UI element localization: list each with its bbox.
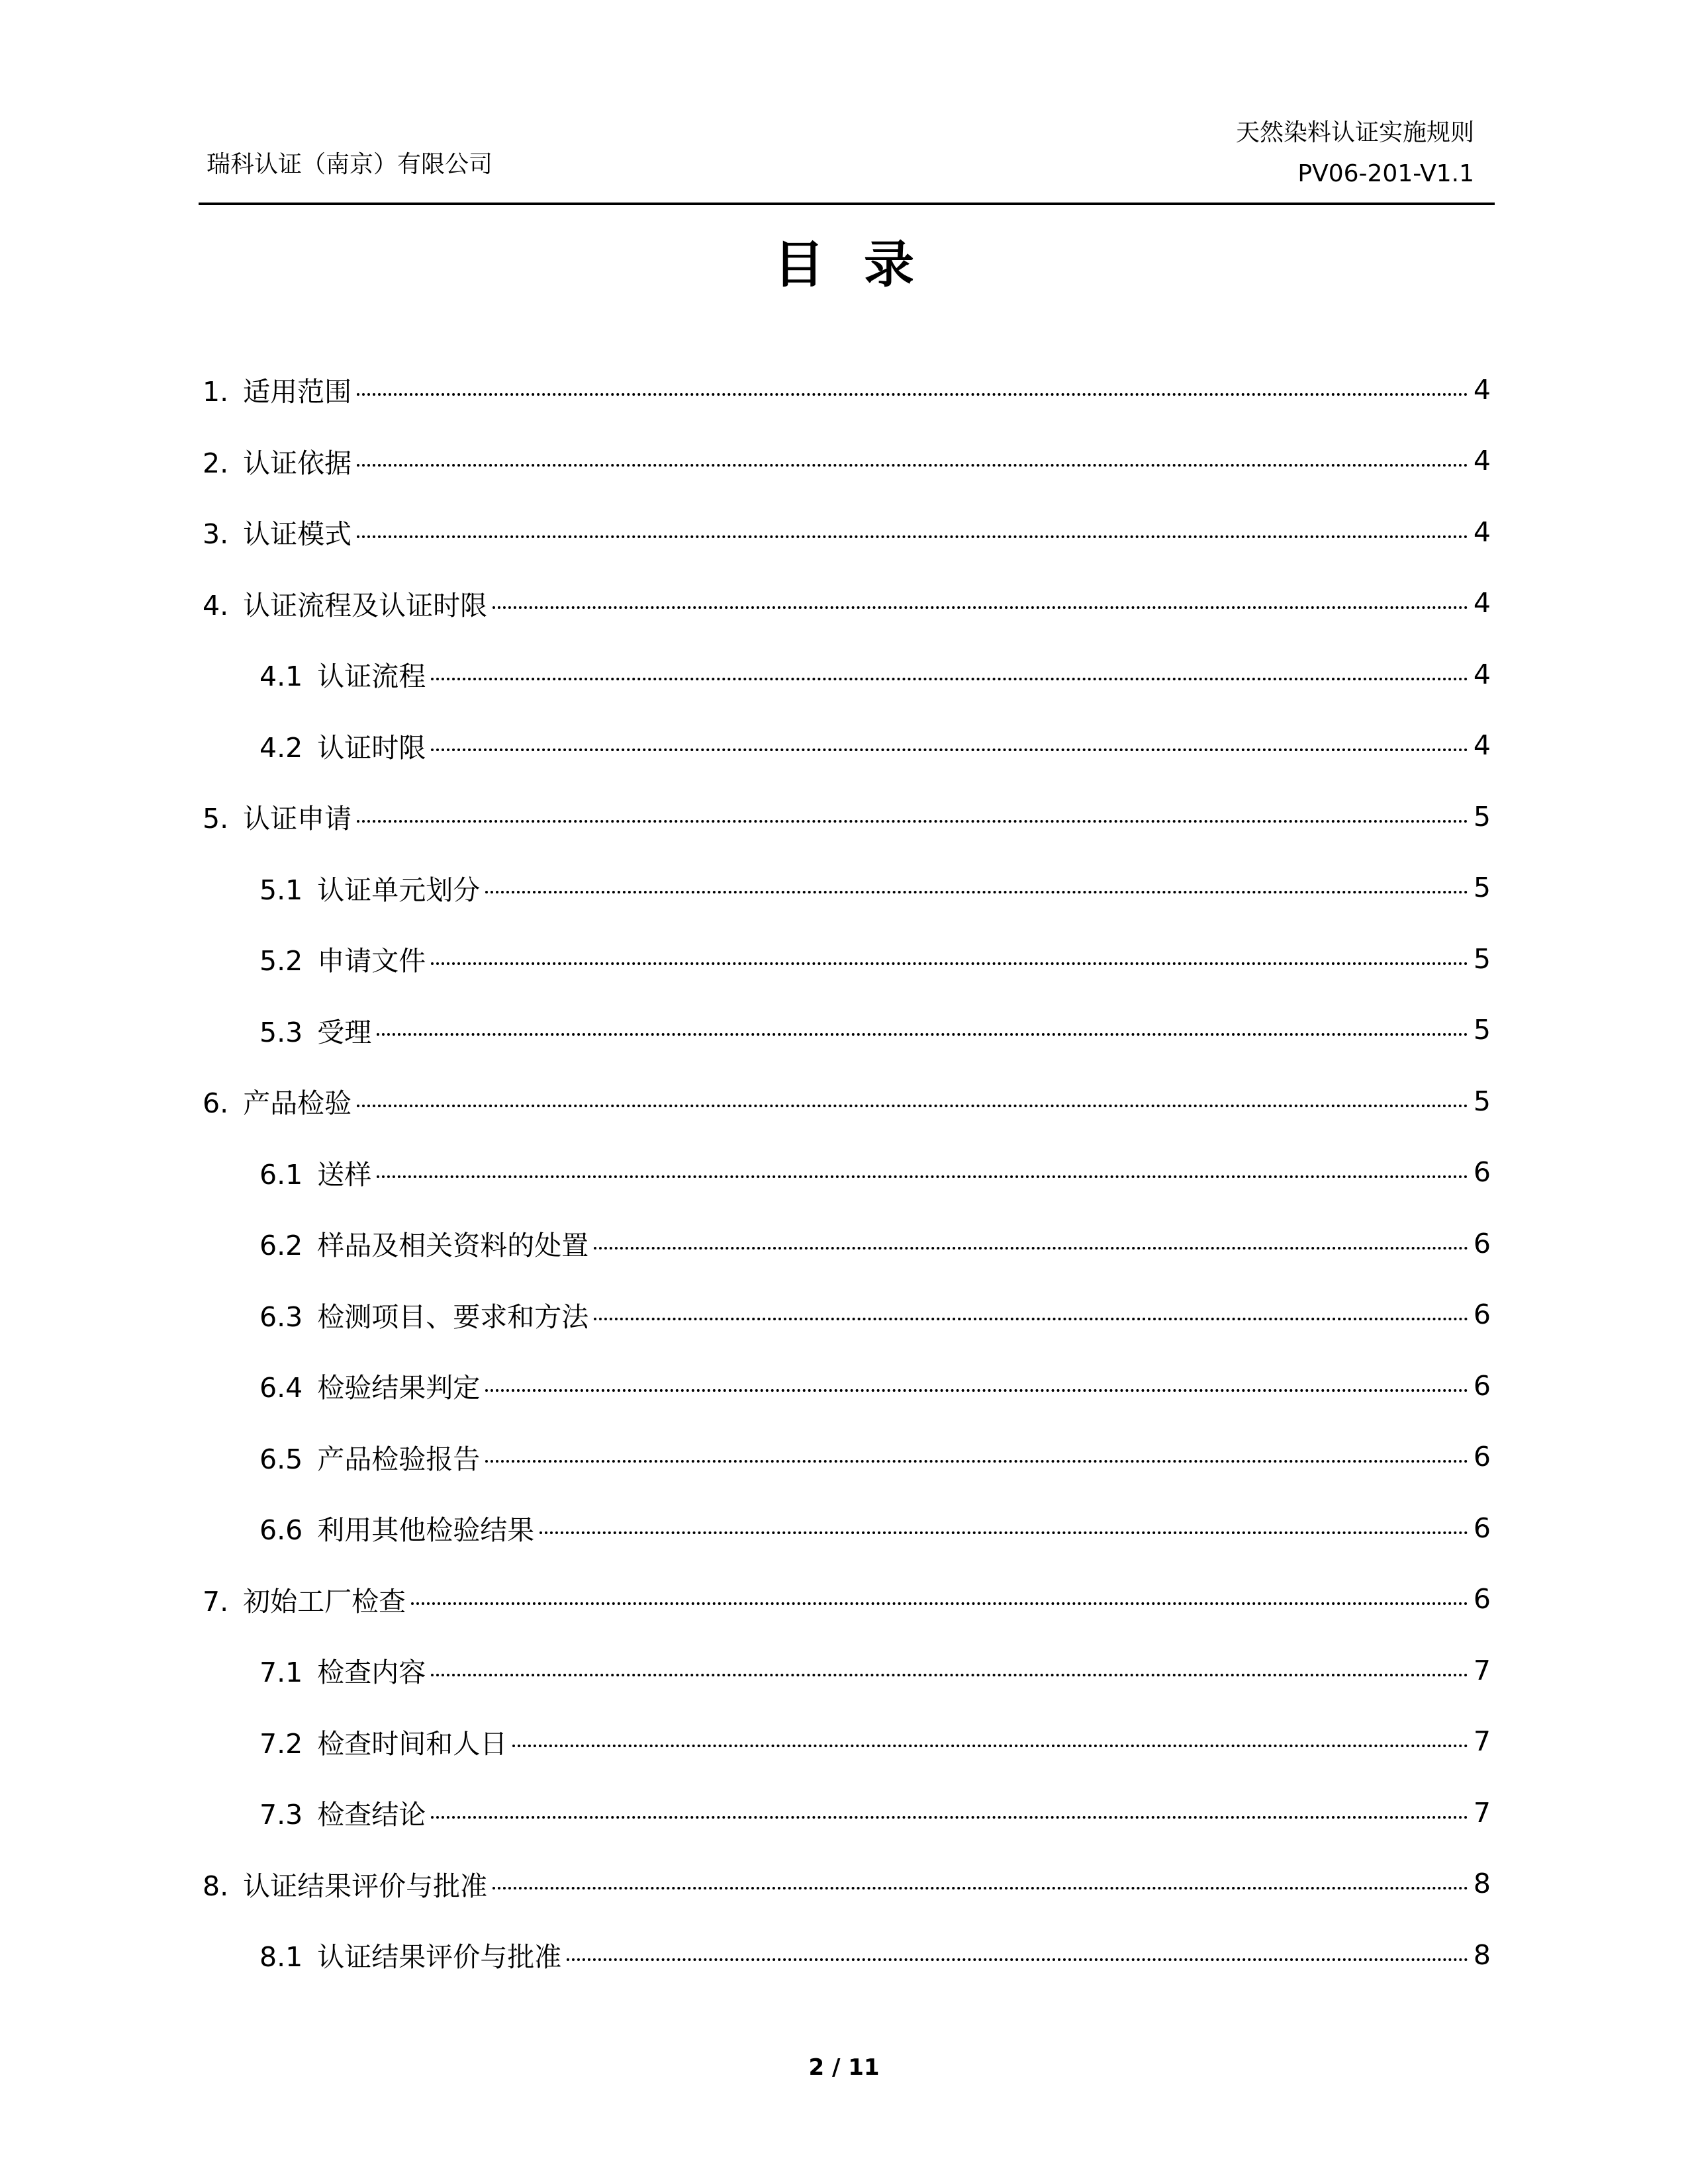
toc-dot-leader bbox=[357, 464, 1468, 467]
toc-entry-text: 送样 bbox=[317, 1158, 372, 1191]
toc-entry-label bbox=[259, 1793, 426, 1832]
toc-entry-number: 3. bbox=[203, 518, 229, 551]
toc-entry-page: 4 bbox=[1473, 587, 1491, 619]
toc-entry-label bbox=[259, 1722, 507, 1761]
toc-entry[interactable] bbox=[203, 1422, 1491, 1493]
toc-entry-number: 7.1 bbox=[259, 1657, 303, 1689]
toc-entry-label bbox=[203, 512, 352, 551]
toc-entry-text: 认证结果评价与批准 bbox=[243, 1870, 488, 1902]
toc-entry-page: 5 bbox=[1473, 1085, 1491, 1117]
toc-dot-leader bbox=[594, 1318, 1468, 1320]
toc-entry[interactable] bbox=[203, 995, 1491, 1066]
toc-entry-page: 5 bbox=[1473, 1014, 1491, 1046]
company-name: 瑞科认证（南京）有限公司 bbox=[207, 151, 493, 178]
toc-dot-leader bbox=[539, 1531, 1468, 1534]
toc-entry-number: 4.1 bbox=[259, 660, 303, 693]
toc-entry-text: 认证依据 bbox=[243, 447, 352, 479]
toc-entry-number: 6.6 bbox=[259, 1514, 303, 1547]
toc-entry-number: 6. bbox=[203, 1087, 229, 1120]
toc-entry[interactable] bbox=[203, 710, 1491, 782]
toc-entry-text: 利用其他检验结果 bbox=[317, 1514, 535, 1547]
toc-entry-page: 6 bbox=[1473, 1512, 1491, 1544]
toc-dot-leader bbox=[431, 678, 1468, 680]
toc-entry-label bbox=[259, 1366, 480, 1405]
toc-entry-number: 7.2 bbox=[259, 1727, 303, 1760]
toc-entry-text: 认证结果评价与批准 bbox=[317, 1941, 562, 1974]
toc-entry[interactable] bbox=[203, 1919, 1491, 1991]
toc-entry[interactable] bbox=[203, 1777, 1491, 1848]
toc-entry-text: 检查结论 bbox=[317, 1799, 426, 1831]
toc-dot-leader bbox=[411, 1602, 1468, 1605]
toc-entry-label bbox=[259, 726, 426, 765]
toc-entry-label bbox=[203, 1081, 352, 1120]
toc-entry-label bbox=[203, 584, 487, 623]
toc-entry-page: 6 bbox=[1473, 1441, 1491, 1473]
toc-entry-page: 6 bbox=[1473, 1156, 1491, 1189]
toc-entry-text: 适用范围 bbox=[243, 376, 352, 408]
toc-dot-leader bbox=[594, 1247, 1468, 1250]
toc-entry-page: 6 bbox=[1473, 1298, 1491, 1331]
toc-entry-label bbox=[259, 655, 426, 694]
toc-entry[interactable] bbox=[203, 1279, 1491, 1351]
toc-entry-number: 7.3 bbox=[259, 1799, 303, 1831]
toc-entry-label bbox=[259, 1011, 371, 1050]
toc-dot-leader bbox=[492, 606, 1468, 609]
toc-entry[interactable] bbox=[203, 1492, 1491, 1564]
toc-entry-page: 8 bbox=[1473, 1938, 1491, 1971]
toc-entry-text: 认证时限 bbox=[317, 731, 426, 764]
toc-entry[interactable] bbox=[203, 1635, 1491, 1706]
toc-entry-number: 5.1 bbox=[259, 874, 303, 906]
toc-entry-page: 4 bbox=[1473, 516, 1491, 548]
toc-entry-page: 7 bbox=[1473, 1796, 1491, 1829]
toc-entry-number: 2. bbox=[203, 447, 229, 479]
toc-entry-label bbox=[259, 868, 480, 907]
toc-entry-number: 6.4 bbox=[259, 1372, 303, 1404]
toc-entry-number: 1. bbox=[203, 376, 229, 408]
header-divider bbox=[199, 203, 1495, 205]
toc-entry-number: 5.2 bbox=[259, 945, 303, 978]
toc-entry-text: 认证申请 bbox=[243, 803, 352, 835]
toc-dot-leader bbox=[567, 1958, 1468, 1961]
toc-entry-label bbox=[203, 797, 352, 836]
toc-entry-text: 产品检验报告 bbox=[317, 1443, 481, 1475]
toc-entry-label bbox=[259, 1224, 588, 1263]
toc-entry-label bbox=[259, 1935, 561, 1974]
toc-dot-leader bbox=[431, 749, 1468, 751]
table-of-contents bbox=[203, 354, 1491, 1991]
toc-entry-page: 6 bbox=[1473, 1227, 1491, 1259]
toc-entry-label bbox=[203, 370, 352, 409]
toc-entry-text: 检测项目、要求和方法 bbox=[317, 1300, 589, 1333]
toc-entry[interactable] bbox=[203, 1350, 1491, 1422]
toc-entry-label bbox=[203, 441, 352, 480]
toc-entry-text: 检查时间和人日 bbox=[317, 1727, 508, 1760]
toc-entry-text: 申请文件 bbox=[317, 945, 426, 978]
toc-entry-number: 5.3 bbox=[259, 1016, 303, 1048]
toc-entry-number: 7. bbox=[203, 1585, 229, 1617]
toc-entry-label bbox=[259, 1295, 588, 1334]
toc-dot-leader bbox=[357, 820, 1468, 823]
toc-dot-leader bbox=[431, 962, 1468, 965]
toc-entry-page: 6 bbox=[1473, 1369, 1491, 1402]
toc-entry-page: 4 bbox=[1473, 658, 1491, 690]
toc-entry-text: 认证流程 bbox=[317, 660, 426, 693]
document-title: 天然染料认证实施规则 bbox=[1235, 119, 1474, 146]
toc-entry-text: 认证模式 bbox=[243, 518, 352, 551]
toc-dot-leader bbox=[357, 1105, 1468, 1107]
toc-dot-leader bbox=[492, 1887, 1468, 1889]
toc-entry[interactable] bbox=[203, 1066, 1491, 1137]
toc-entry-number: 6.2 bbox=[259, 1230, 303, 1262]
toc-entry-number: 8. bbox=[203, 1870, 229, 1902]
toc-entry-text: 认证流程及认证时限 bbox=[243, 589, 488, 621]
toc-entry-page: 7 bbox=[1473, 1654, 1491, 1686]
toc-entry-page: 7 bbox=[1473, 1725, 1491, 1758]
toc-entry-text: 检查内容 bbox=[317, 1657, 426, 1689]
toc-dot-leader bbox=[357, 535, 1468, 538]
toc-entry-label bbox=[259, 1651, 426, 1690]
toc-entry-number: 6.5 bbox=[259, 1443, 303, 1475]
toc-entry-label bbox=[259, 1153, 371, 1192]
toc-entry-page: 5 bbox=[1473, 872, 1491, 904]
toc-entry[interactable] bbox=[203, 781, 1491, 852]
toc-entry-label bbox=[259, 1437, 480, 1477]
toc-entry-label bbox=[259, 939, 426, 978]
toc-entry[interactable] bbox=[203, 639, 1491, 710]
toc-entry-number: 6.1 bbox=[259, 1158, 303, 1191]
toc-entry-text: 认证单元划分 bbox=[317, 874, 481, 906]
toc-entry-number: 8.1 bbox=[259, 1941, 303, 1974]
toc-dot-leader bbox=[485, 1460, 1468, 1463]
page-title: 目录 bbox=[774, 235, 954, 294]
toc-entry-page: 4 bbox=[1473, 445, 1491, 477]
toc-dot-leader bbox=[512, 1745, 1468, 1747]
toc-dot-leader bbox=[431, 1816, 1468, 1819]
toc-entry-number: 6.3 bbox=[259, 1300, 303, 1333]
toc-entry-label bbox=[203, 1580, 406, 1619]
toc-entry-label bbox=[259, 1508, 534, 1547]
toc-entry-page: 5 bbox=[1473, 800, 1491, 833]
toc-dot-leader bbox=[485, 1389, 1468, 1392]
toc-entry-text: 初始工厂检查 bbox=[243, 1585, 406, 1617]
toc-entry-page: 6 bbox=[1473, 1583, 1491, 1615]
toc-dot-leader bbox=[485, 891, 1468, 893]
toc-entry[interactable] bbox=[203, 1706, 1491, 1778]
toc-entry[interactable] bbox=[203, 1564, 1491, 1635]
toc-entry[interactable] bbox=[203, 426, 1491, 497]
document-header bbox=[1236, 113, 1474, 195]
toc-dot-leader bbox=[377, 1175, 1468, 1178]
toc-dot-leader bbox=[377, 1033, 1468, 1036]
toc-entry-page: 8 bbox=[1473, 1868, 1491, 1900]
toc-entry-text: 检验结果判定 bbox=[317, 1372, 481, 1404]
toc-entry-text: 样品及相关资料的处置 bbox=[317, 1230, 589, 1262]
toc-entry[interactable] bbox=[203, 852, 1491, 924]
toc-dot-leader bbox=[431, 1674, 1468, 1676]
toc-entry[interactable] bbox=[203, 1137, 1491, 1208]
toc-entry[interactable] bbox=[203, 1208, 1491, 1279]
toc-entry-number: 5. bbox=[203, 803, 229, 835]
toc-entry-number: 4.2 bbox=[259, 731, 303, 764]
toc-entry[interactable] bbox=[203, 354, 1491, 426]
toc-entry[interactable] bbox=[203, 923, 1491, 995]
toc-entry[interactable] bbox=[203, 568, 1491, 639]
toc-entry-number: 4. bbox=[203, 589, 229, 621]
document-code: PV06-201-V1.1 bbox=[1297, 160, 1474, 187]
toc-entry[interactable] bbox=[203, 496, 1491, 568]
toc-entry-text: 产品检验 bbox=[243, 1087, 352, 1120]
toc-entry-label bbox=[203, 1864, 487, 1903]
toc-entry-page: 4 bbox=[1473, 729, 1491, 762]
toc-entry-page: 4 bbox=[1473, 373, 1491, 406]
toc-dot-leader bbox=[357, 393, 1468, 396]
page-number: 2 / 11 bbox=[808, 2054, 880, 2081]
toc-entry-text: 受理 bbox=[317, 1016, 372, 1048]
toc-entry[interactable] bbox=[203, 1848, 1491, 1920]
toc-entry-page: 5 bbox=[1473, 942, 1491, 975]
